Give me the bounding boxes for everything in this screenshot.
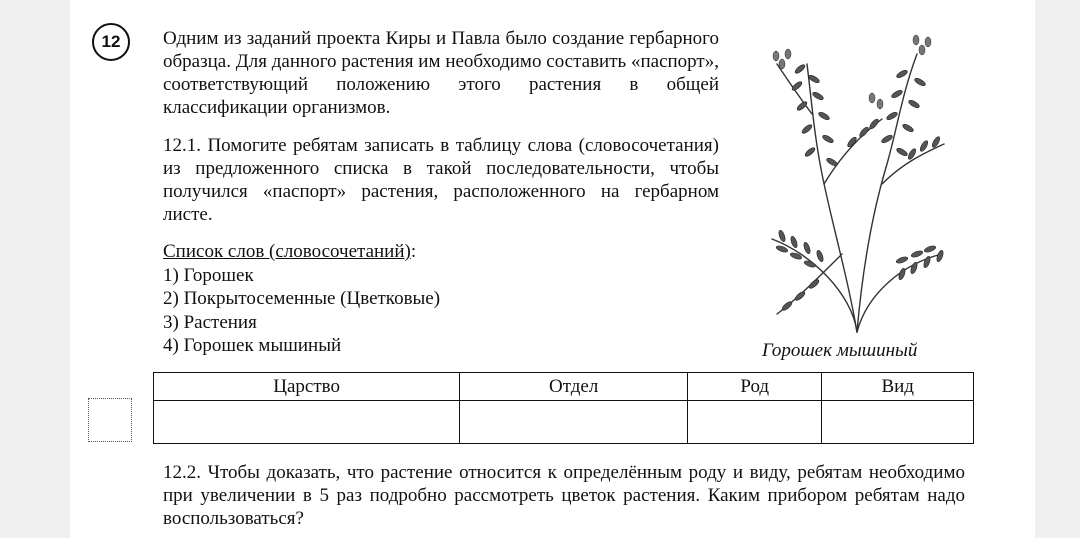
answer-cell-kingdom[interactable] <box>154 401 460 444</box>
word-list-colon: : <box>410 241 417 262</box>
plant-caption: Горошек мышиный <box>762 340 918 361</box>
column-header-genus: Род <box>688 373 822 401</box>
word-list-item-3: 3) Растения <box>163 311 257 333</box>
task-number-badge: 12 <box>92 23 130 61</box>
word-list-item-2: 2) Покрытосеменные (Цветковые) <box>163 288 441 309</box>
word-list-item-4: 4) Горошек мышиный <box>163 335 342 356</box>
word-list-item-1: 1) Горошек <box>163 264 254 286</box>
answer-cell-genus[interactable] <box>688 401 822 444</box>
word-list-heading <box>163 240 440 264</box>
score-box[interactable] <box>88 398 132 442</box>
task-intro-text: Одним из заданий проекта Киры и Павла было создание гербарного образца. Для данного растения им необходимо составить «паспорт», соответствующий положению этого растения в общей классификации организмов. <box>163 28 719 118</box>
column-header-kingdom: Царство <box>154 373 460 401</box>
question-12-2-text: 12.2. Чтобы доказать, что растение относится к определённым роду и виду, ребятам необходимо при увеличении в 5 раз подробно рассмотреть цветок растения. Каким прибором ребятам надо воспользоваться? <box>163 462 965 529</box>
plant-passport-table <box>153 372 974 444</box>
word-list-title: Список слов (словосочетаний) <box>163 241 411 262</box>
table-header-row <box>154 373 974 401</box>
answer-cell-division[interactable] <box>460 401 688 444</box>
vetch-plant-illustration-icon <box>752 24 952 336</box>
word-list <box>163 240 440 358</box>
answer-cell-species[interactable] <box>822 401 974 444</box>
question-12-1-text: 12.1. Помогите ребятам записать в таблицу слова (словосочетания) из предложенного списка в такой последовательности, чтобы получился «паспорт» растения, расположенного на гербарном листе. <box>163 135 719 225</box>
column-header-division: Отдел <box>460 373 688 401</box>
table-row <box>154 401 974 444</box>
column-header-species: Вид <box>822 373 974 401</box>
